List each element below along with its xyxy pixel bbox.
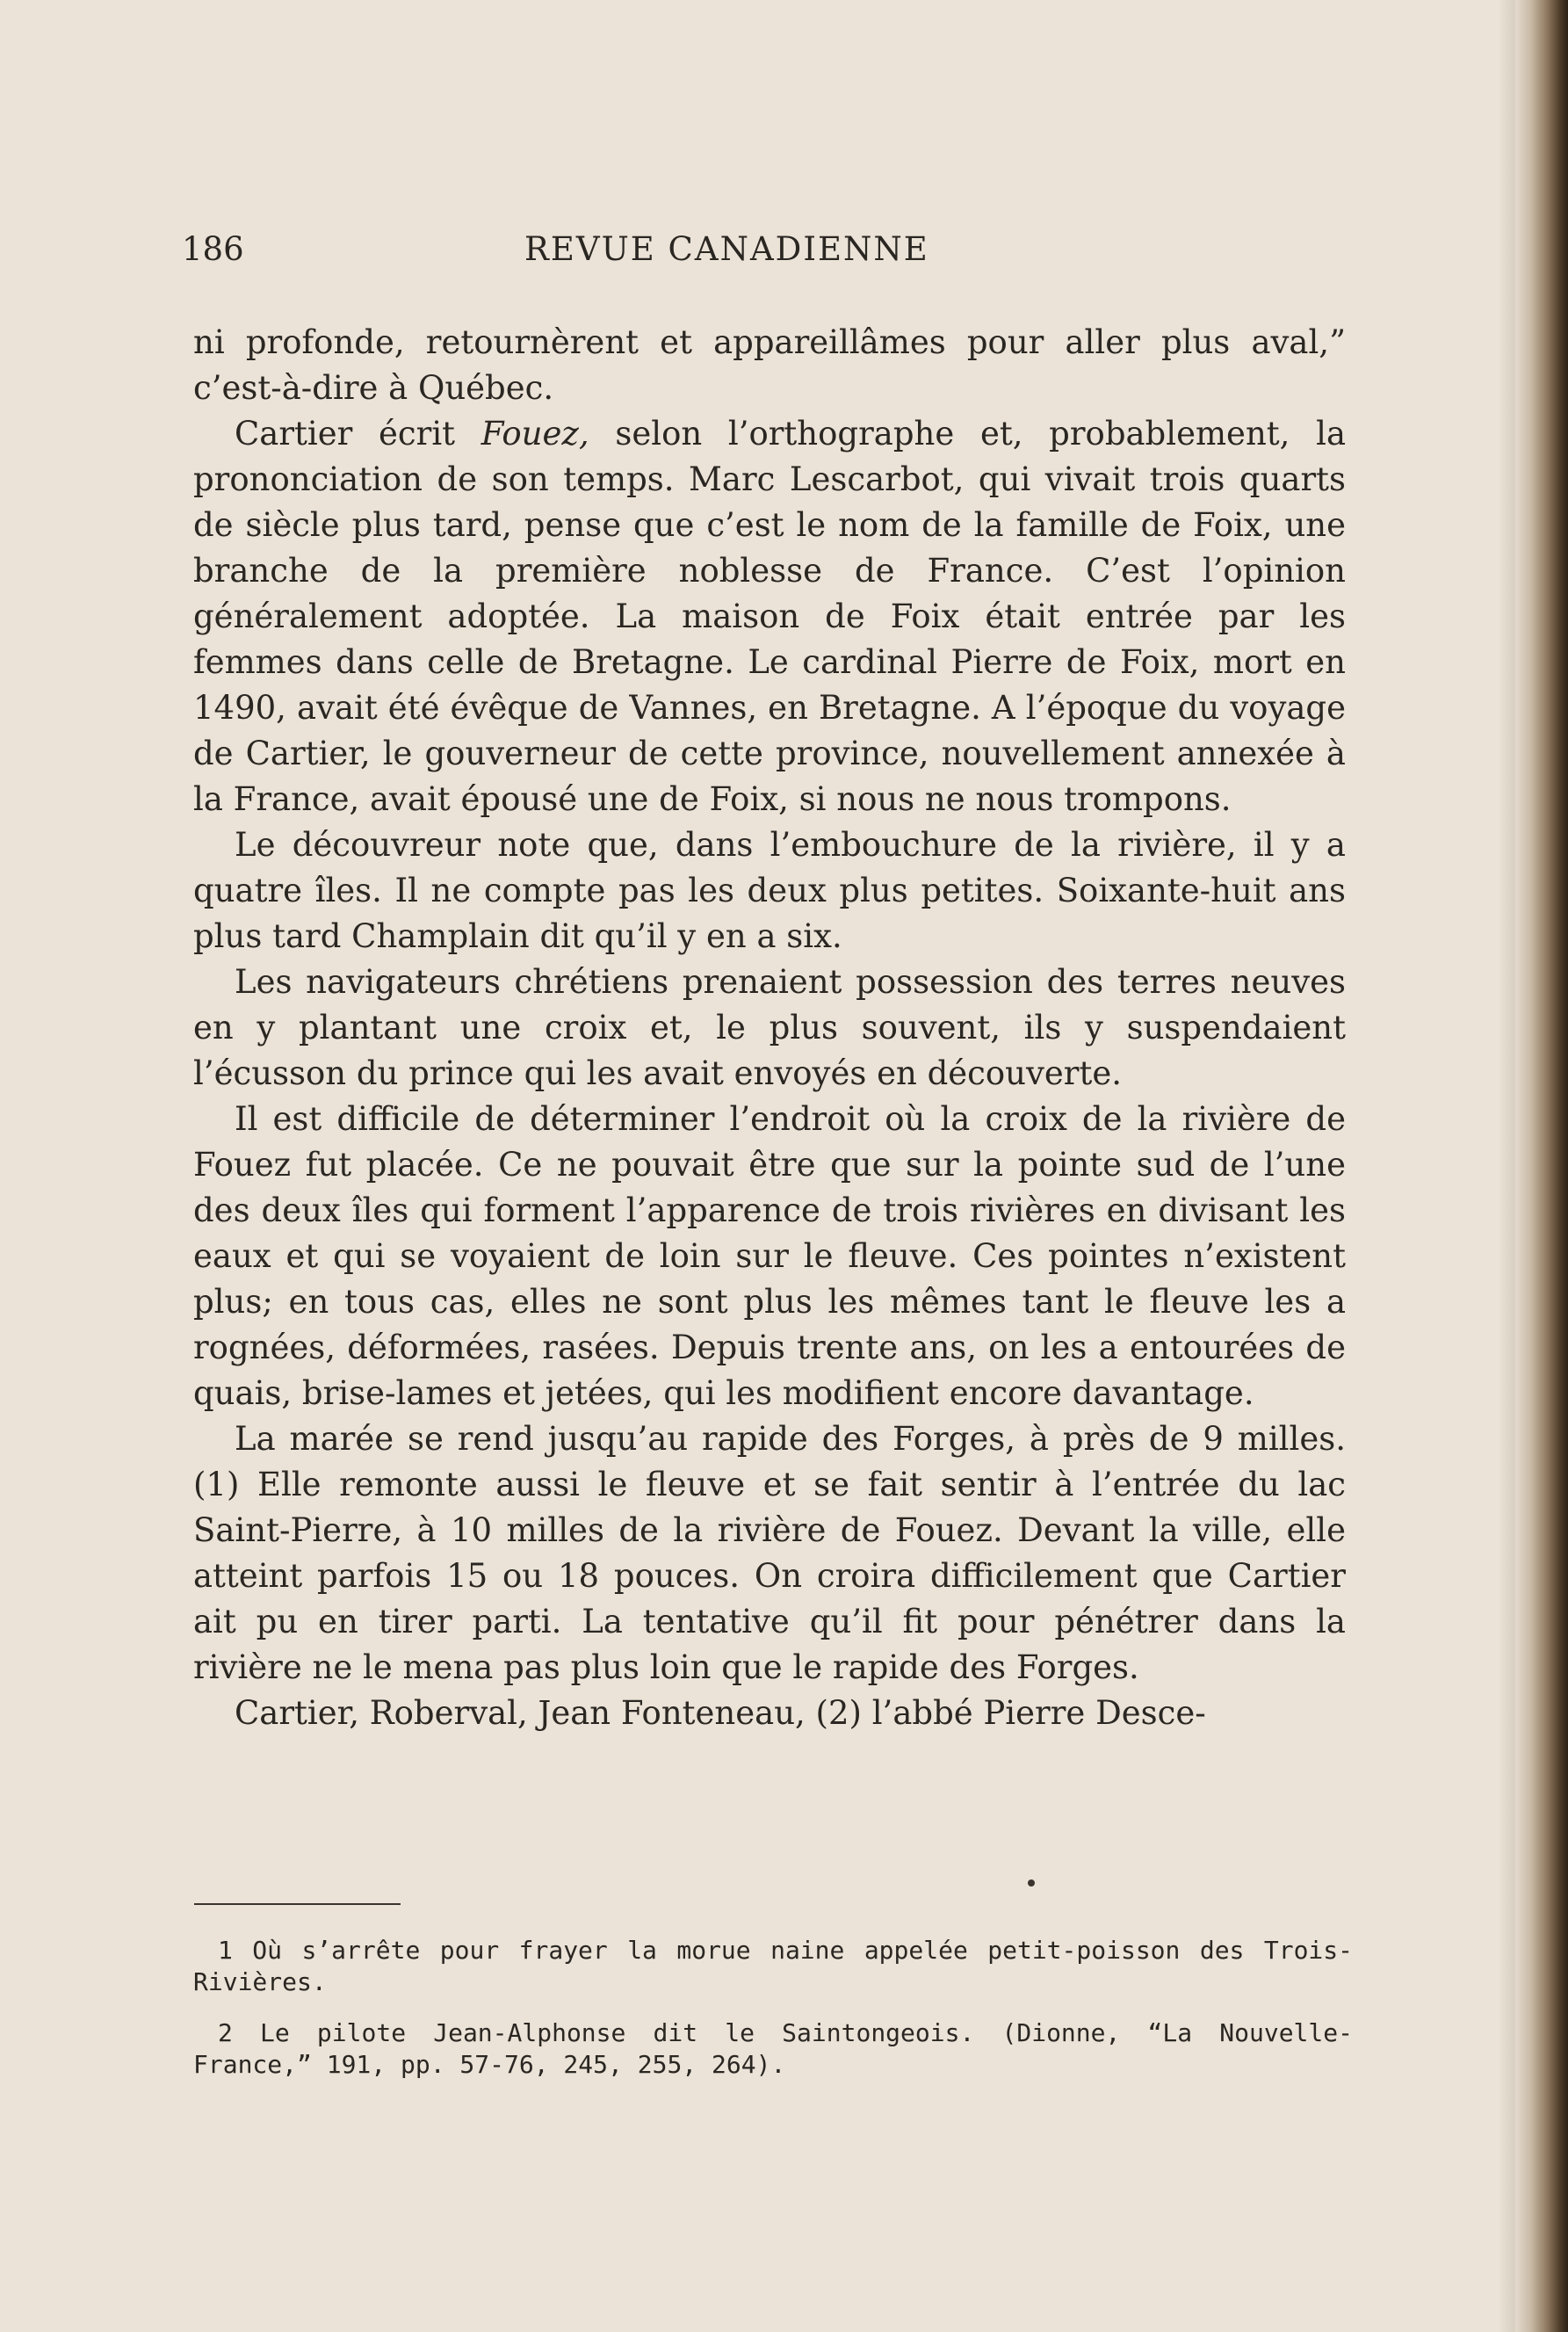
page-number: 186 <box>182 230 244 268</box>
footnotes <box>193 1935 1353 2100</box>
paragraph-5: Il est difficile de déterminer l’endroit où la croix de la rivière de Fouez fut placée. Ce ne pouvait être que sur la pointe sud de l’une des deux îles qui forment l’apparence de trois rivières en divisant les eaux et qui se voyaient de loin sur le fleuve. Ces pointes n’existent plus; en tous cas, elles ne sont plus les mêmes tant le fleuve les a rognées, déformées, rasées. Depuis trente ans, on les a entourées de quais, brise-lames et jetées, qui les modifient encore davantage. <box>193 1100 1346 1412</box>
footnote-divider <box>194 1903 401 1905</box>
paragraph-7: Cartier, Roberval, Jean Fonteneau, (2) l’abbé Pierre Desce- <box>235 1694 1206 1732</box>
page-header <box>182 230 1008 276</box>
footnote-2: 2 Le pilote Jean-Alphonse dit le Saintongeois. (Dionne, “La Nouvelle-France,” 191, pp. 57-76, 245, 255, 264). <box>193 2018 1353 2079</box>
page-edge-shadow <box>1498 0 1515 2332</box>
paragraph-6: La marée se rend jusqu’au rapide des Forges, à près de 9 milles. (1) Elle remonte aussi le fleuve et se fait sentir à l’entrée du lac Saint-Pierre, à 10 milles de la rivière de Fouez. Devant la ville, elle atteint parfois 15 ou 18 pouces. On croira difficilement que Cartier ait pu en tirer parti. La tentative qu’il fit pour pénétrer dans la rivière ne le mena pas plus loin que le rapide des Forges. <box>193 1420 1346 1686</box>
body-text <box>193 320 1346 1736</box>
running-title: REVUE CANADIENNE <box>524 230 929 268</box>
paragraph-2-start: Cartier écrit <box>235 415 481 453</box>
footnote-1: 1 Où s’arrête pour frayer la morue naine appelée petit-poisson des Trois-Rivières. <box>193 1936 1353 1996</box>
italic-fouez: Fouez, <box>481 415 589 453</box>
paragraph-2 <box>193 411 1346 822</box>
book-spine <box>1515 0 1568 2332</box>
ink-speck <box>1028 1879 1035 1887</box>
paragraph-3: Le découvreur note que, dans l’embouchure de la rivière, il y a quatre îles. Il ne compte pas les deux plus petites. Soixante-huit ans plus tard Champlain dit qu’il y en a six. <box>193 826 1346 955</box>
paragraph-4: Les navigateurs chrétiens prenaient possession des terres neuves en y plantant une croix et, le plus souvent, ils y suspendaient l’écusson du prince qui les avait envoyés en découverte. <box>193 963 1346 1092</box>
paragraph-1: ni profonde, retournèrent et appareillâmes pour aller plus aval,” c’est-à-dire à Québec. <box>193 323 1346 407</box>
paragraph-2-rest: selon l’orthographe et, probablement, la prononciation de son temps. Marc Lescarbot, qui vivait trois quarts de siècle plus tard, pense que c’est le nom de la famille de Foix, une branche de la première noblesse de France. C’est l’opinion généralement adoptée. La maison de Foix était entrée par les femmes dans celle de Bretagne. Le cardinal Pierre de Foix, mort en 1490, avait été évêque de Vannes, en Bretagne. A l’époque du voyage de Cartier, le gouverneur de cette province, nouvellement annexée à la France, avait épousé une de Foix, si nous ne nous trompons. <box>193 415 1347 818</box>
